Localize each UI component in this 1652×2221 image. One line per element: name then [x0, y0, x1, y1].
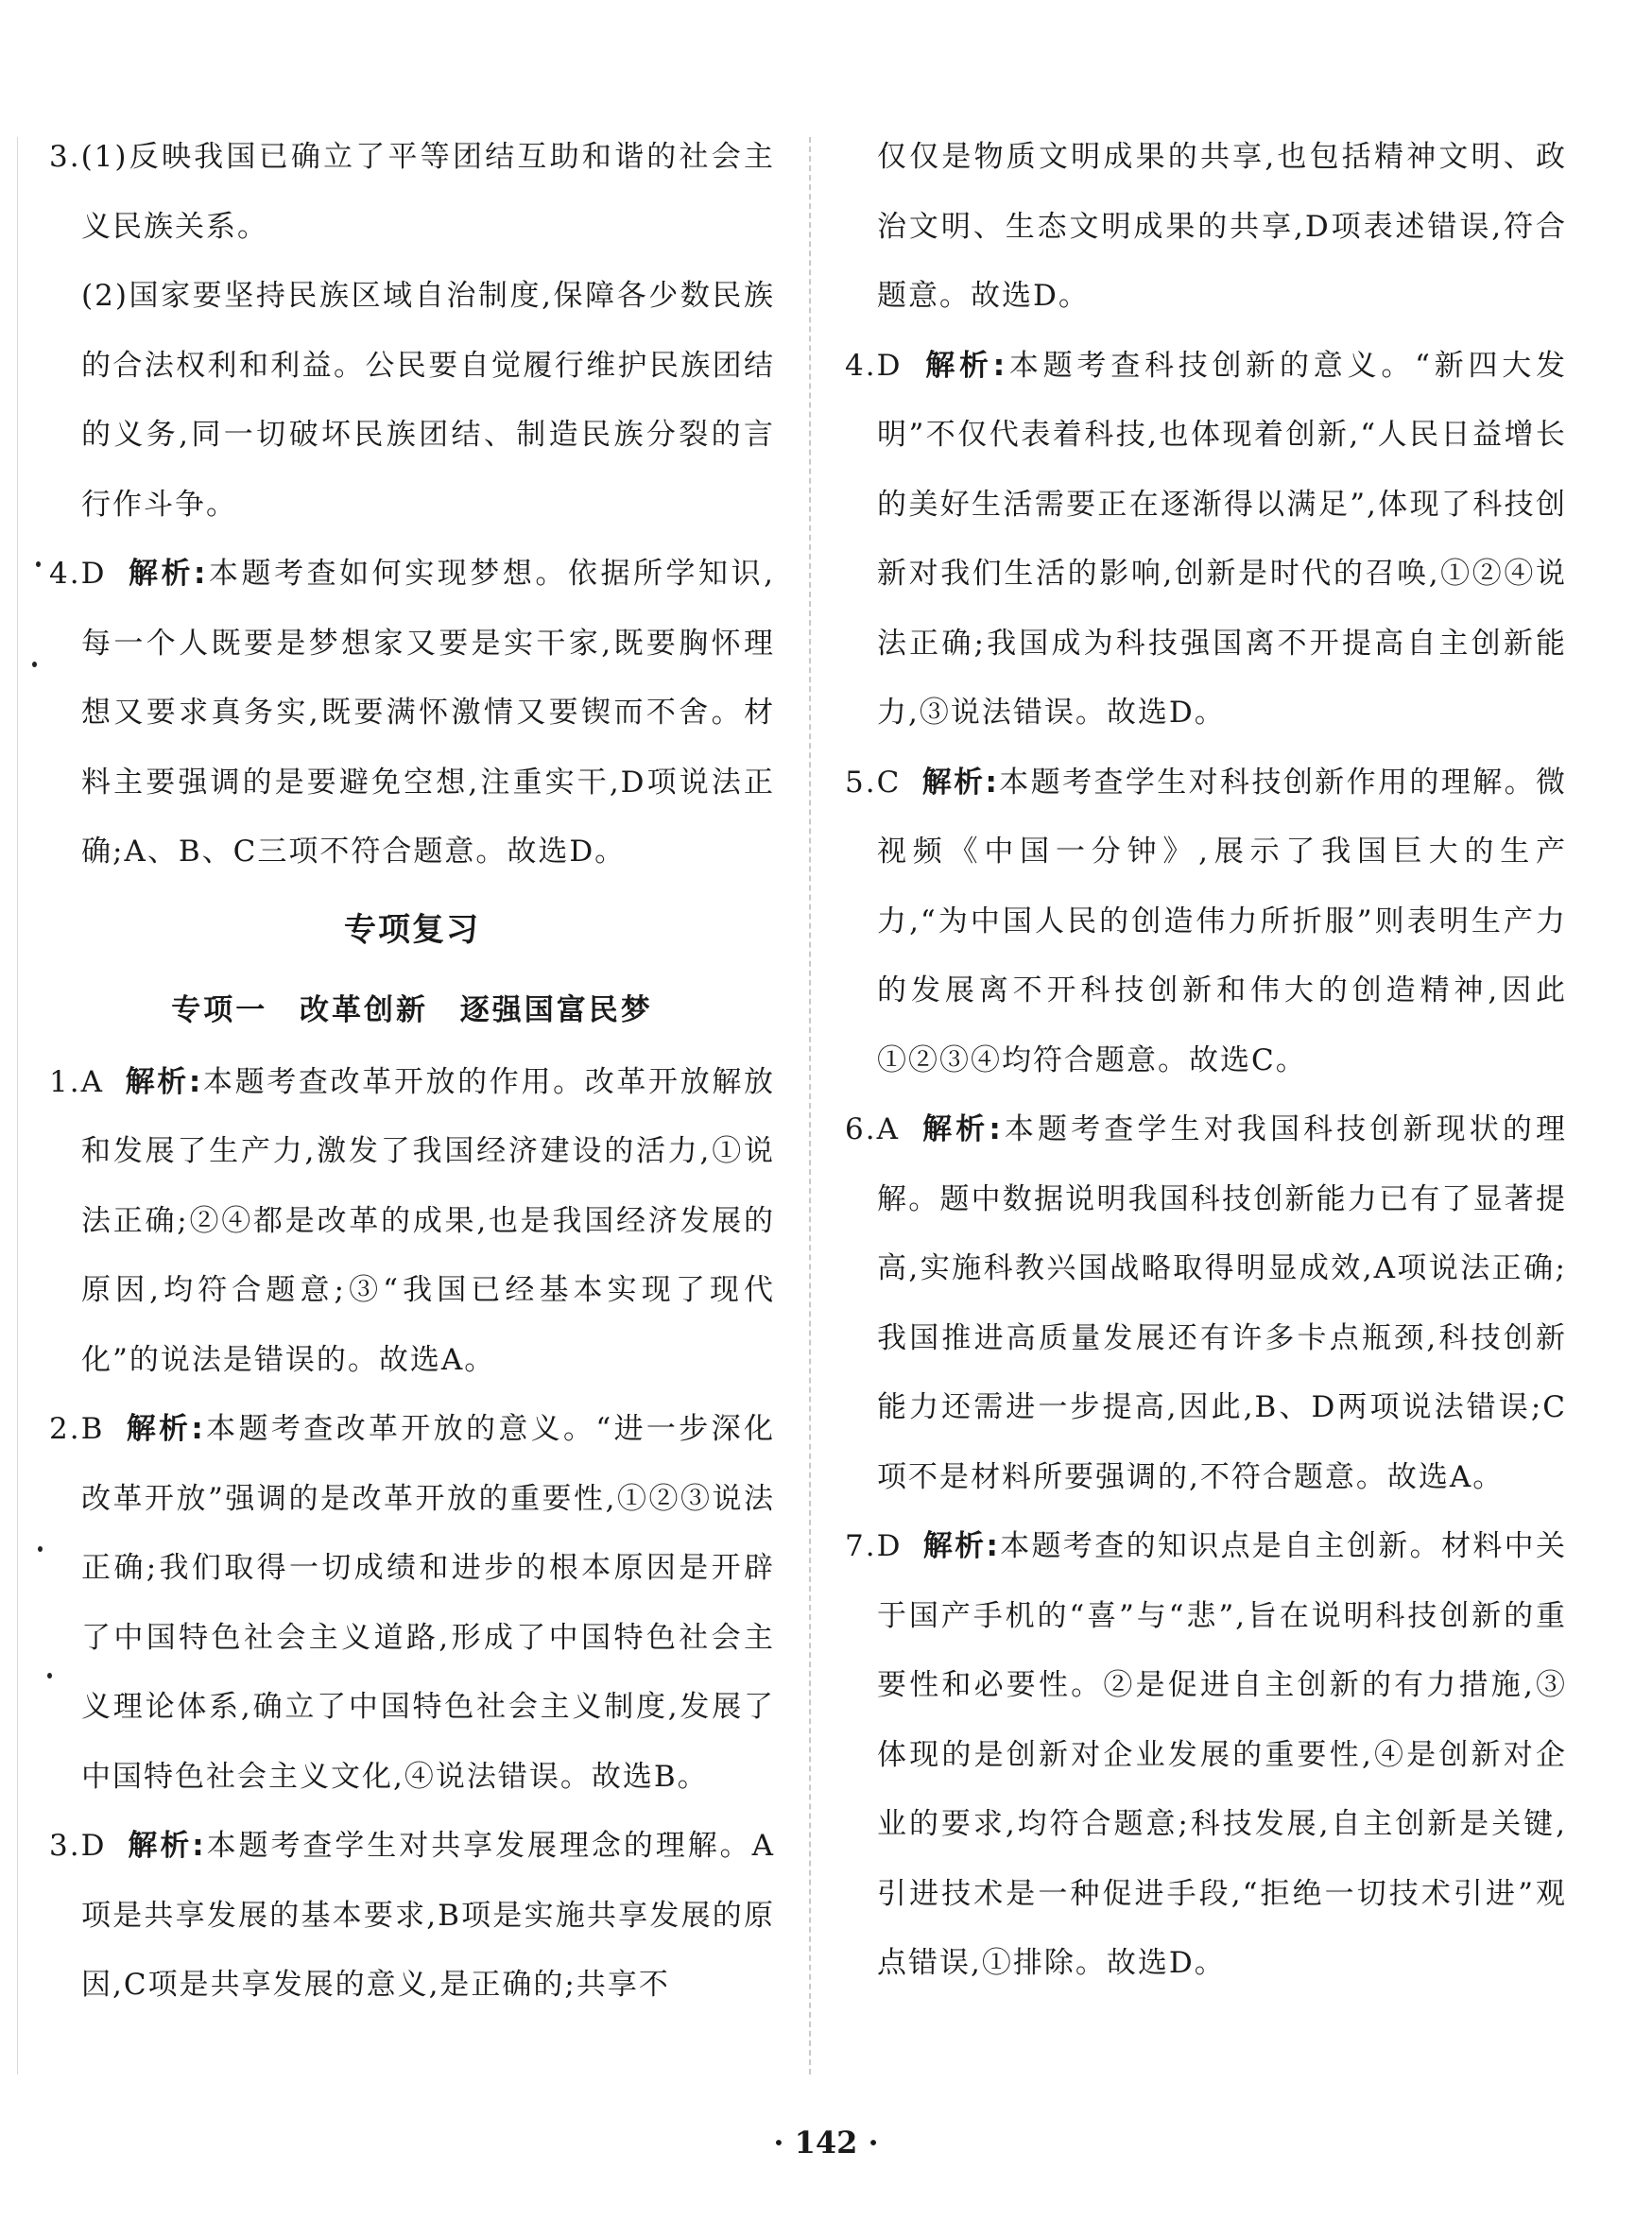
analysis-label: 解析:: [920, 1112, 1003, 1146]
analysis-text: 本题考查学生对共享发展理念的理解。A项是共享发展的基本要求,B项是实施共享发展的原因,C项是共享发展的意义,是正确的;共享不: [81, 1829, 775, 2002]
analysis-text: 本题考查改革开放的作用。改革开放解放和发展了生产力,激发了我国经济建设的活力,①说法正确;②④都是改革的成果,也是我国经济发展的原因,均符合题意;③“我国已经基本实现了现代化”的说法是错误的。故选A。: [81, 1064, 775, 1377]
analysis-label: 解析:: [127, 1829, 206, 1863]
special-answer-2: [49, 1395, 775, 1812]
section-title: 专项复习: [344, 910, 480, 949]
column-divider: [809, 137, 811, 2075]
answer-number: 3.D: [49, 1829, 107, 1863]
analysis-label: 解析:: [125, 1412, 205, 1446]
answer-number: 6.A: [845, 1112, 900, 1146]
analysis-label: 解析:: [922, 348, 1007, 383]
page-number: · 142 ·: [773, 2125, 879, 2161]
special-answer-6: [845, 1095, 1567, 1512]
special-answer-7: [845, 1512, 1567, 1999]
answer-3-part1: 3.(1)反映我国已确立了平等团结互助和谐的社会主义民族关系。: [49, 140, 775, 244]
answer-number: 2.B: [49, 1412, 105, 1446]
analysis-text: 本题考查的知识点是自主创新。材料中关于国产手机的“喜”与“悲”,旨在说明科技创新的重要性和必要性。②是促进自主创新的有力措施,③体现的是创新对企业发展的重要性,④是创新对企业的要求,均符合题意;科技发展,自主创新是关键,引进技术是一种促进手段,“拒绝一切技术引进”观点错误,①排除。故选D。: [877, 1529, 1567, 1980]
answer-number: 7.D: [845, 1529, 903, 1563]
scan-mark: [32, 662, 37, 667]
analysis-label: 解析:: [922, 1529, 1000, 1563]
analysis-text: 本题考查科技创新的意义。“新四大发明”不仅代表着科技,也体现着创新,“人民日益增长的美好生活需要正在逐渐得以满足”,体现了科技创新对我们生活的影响,创新是时代的召唤,①②④说法正确;我国成为科技强国离不开提高自主创新能力,③说法错误。故选D。: [877, 348, 1567, 730]
analysis-text: 本题考查如何实现梦想。依据所学知识,每一个人既要是梦想家又要是实干家,既要胸怀理想又要求真务实,既要满怀激情又要锲而不舍。材料主要强调的是要避免空想,注重实干,D项说法正确;A、B、C三项不符合题意。故选D。: [81, 557, 775, 869]
answer-3-part2: (2)国家要坚持民族区域自治制度,保障各少数民族的合法权利和利益。公民要自觉履行维护民族团结的义务,同一切破坏民族团结、制造民族分裂的言行作斗争。: [81, 279, 775, 522]
answer-number: 4.D: [49, 557, 107, 591]
analysis-text: 本题考查学生对科技创新作用的理解。微视频《中国一分钟》,展示了我国巨大的生产力,“为中国人民的创造伟力所折服”则表明生产力的发展离不开科技创新和伟大的创造精神,因此①②③④均符合题意。故选C。: [877, 765, 1568, 1077]
subsection-title: 专项一 改革创新 逐强国富民梦: [171, 992, 653, 1027]
analysis-label: 解析:: [921, 765, 999, 800]
analysis-label: 解析:: [127, 557, 208, 591]
special-answer-1: [49, 1048, 775, 1396]
analysis-text: 本题考查改革开放的意义。“进一步深化改革开放”强调的是改革开放的重要性,①②③说法正确;我们取得一切成绩和进步的根本原因是开辟了中国特色社会主义道路,形成了中国特色社会主义理论体系,确立了中国特色社会主义制度,发展了中国特色社会主义文化,④说法错误。故选B。: [81, 1412, 775, 1794]
page-edge-line: [17, 137, 18, 2075]
answer-4: [49, 540, 775, 887]
answer-number: 5.C: [845, 765, 902, 800]
left-column: [49, 123, 775, 2021]
right-column: [845, 123, 1567, 1999]
answer-number: 4.D: [845, 348, 903, 383]
answer-number: 1.A: [49, 1064, 104, 1099]
special-answer-3-continued: 仅仅是物质文明成果的共享,也包括精神文明、政治文明、生态文明成果的共享,D项表述错误,符合题意。故选D。: [877, 140, 1567, 313]
analysis-text: 本题考查学生对我国科技创新现状的理解。题中数据说明我国科技创新能力已有了显著提高,实施科教兴国战略取得明显成效,A项说法正确;我国推进高质量发展还有许多卡点瓶颈,科技创新能力还需进一步提高,因此,B、D两项说法错误;C项不是材料所要强调的,不符合题意。故选A。: [877, 1112, 1567, 1494]
special-answer-4: [845, 332, 1567, 749]
scan-mark: [36, 561, 41, 567]
special-answer-5: [845, 749, 1567, 1096]
special-answer-3: [49, 1812, 775, 2021]
analysis-label: 解析:: [124, 1064, 203, 1099]
scan-mark: [38, 1546, 43, 1552]
